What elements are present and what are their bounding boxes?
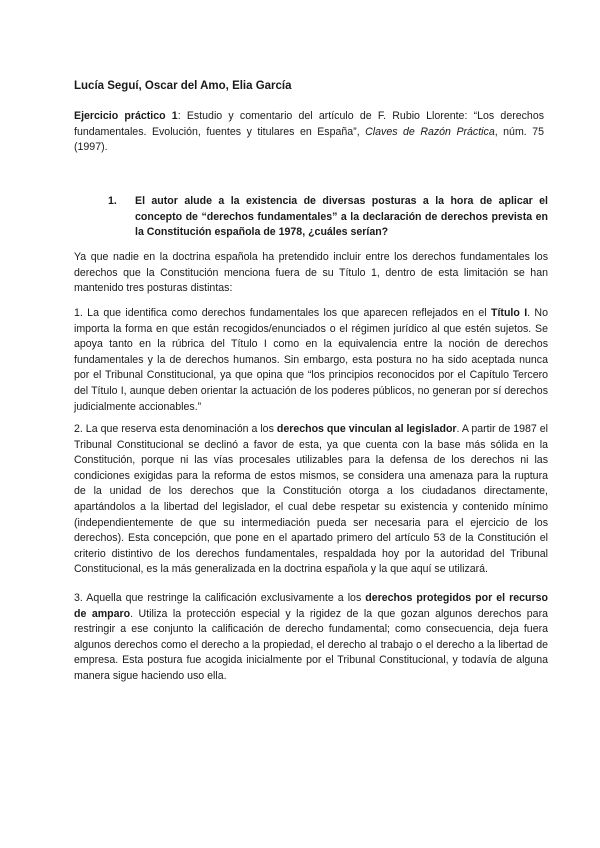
exercise-header xyxy=(74,109,544,156)
point-bold-term: derechos que vinculan al legislador xyxy=(276,423,457,435)
point-text-after: . A partir de 1987 el Tribunal Constitucional se declinó a favor de esta, ya que cuenta con la base más sólida en la Constitución, porque ni las vías procesales utilizables para la defensa de los derechos ni las condiciones exigidas para la reforma de estos mismos, se considera una amenaza para la ruptura de la unidad de los derechos que la Constitución otorga a los ciudadanos directamente, apartándolos a la libertad del legislador, el cual debe respetar su existencia y contenido mínimo (independientemente de que su intermediación pueda ser necesaria para el ejercicio de los derechos). Esta concepción, que pone en el apartado primero del artículo 53 de la Constitución el criterio distintivo de los derechos fundamentales, respaldada hoy por la autoridad del Tribunal Constitucional, es la más generalizada en la doctrina española y la que aquí se utilizará. xyxy=(74,423,548,576)
point-text-before: 1. La que identifica como derechos fundamentales los que aparecen reflejados en el xyxy=(74,307,492,319)
journal-title: Claves de Razón Práctica xyxy=(365,125,495,138)
point-bold-term: derechos protegidos por el recurso de amparo xyxy=(74,592,549,620)
point-paragraph-1 xyxy=(74,306,548,415)
question-number: 1. xyxy=(108,195,117,207)
point-paragraph-2 xyxy=(74,422,548,578)
question-text: El autor alude a la existencia de diversas posturas a la hora de aplicar el concepto de “derechos fundamentales” a la declaración de derechos prevista en la Constitución española de 1978, ¿cuáles serían? xyxy=(135,195,548,239)
question-item xyxy=(108,194,548,241)
point-text-before: 3. Aquella que restringe la calificación exclusivamente a los xyxy=(74,592,366,604)
point-text-after: . No importa la forma en que están recogidos/enunciados o el régimen jurídico al que estén sujetos. Se apoya tanto en la rúbrica del Título I como en la equivalencia entre la noción de derechos fundamentales y la de derechos humanos. Sin embargo, esta postura no ha sido aceptada nunca por el Tribunal Constitucional, ya que opina que “los principios reconocidos por el Capítulo Tercero del Título I, aunque deben orientar la actuación de los poderes públicos, no generan por sí derechos judicialmente accionables.” xyxy=(74,307,548,413)
point-text-after: . Utiliza la protección especial y la rigidez de la que gozan algunos derechos para restringir a ese conjunto la calificación de derecho fundamental; como consecuencia, deja fuera algunos derechos como el derecho a la propiedad, el derecho al trabajo o el derecho a la libertad de empresa. Esta postura fue acogida inicialmente por el Tribunal Constitucional, y todavía de alguna manera sigue haciendo uso ella. xyxy=(74,607,548,682)
exercise-text-after: , núm. 75 (1997). xyxy=(74,125,544,154)
exercise-label: Ejercicio práctico 1 xyxy=(74,110,178,122)
authors-line: Lucía Seguí, Oscar del Amo, Elia García xyxy=(74,80,292,92)
point-text-before: 2. La que reserva esta denominación a los xyxy=(74,423,277,435)
point-paragraph-3 xyxy=(74,591,548,685)
intro-paragraph: Ya que nadie en la doctrina española ha pretendido incluir entre los derechos fundamentales los derechos que la Constitución menciona fuera de su Título 1, dentro de esta limitación se han mantenido tres posturas distintas: xyxy=(74,251,548,295)
exercise-text-before: : Estudio y comentario del artículo de F. Rubio Llorente: “Los derechos fundamentales. Evolución, fuentes y titulares en España”, xyxy=(74,110,545,138)
point-bold-term: Título I xyxy=(491,307,528,319)
